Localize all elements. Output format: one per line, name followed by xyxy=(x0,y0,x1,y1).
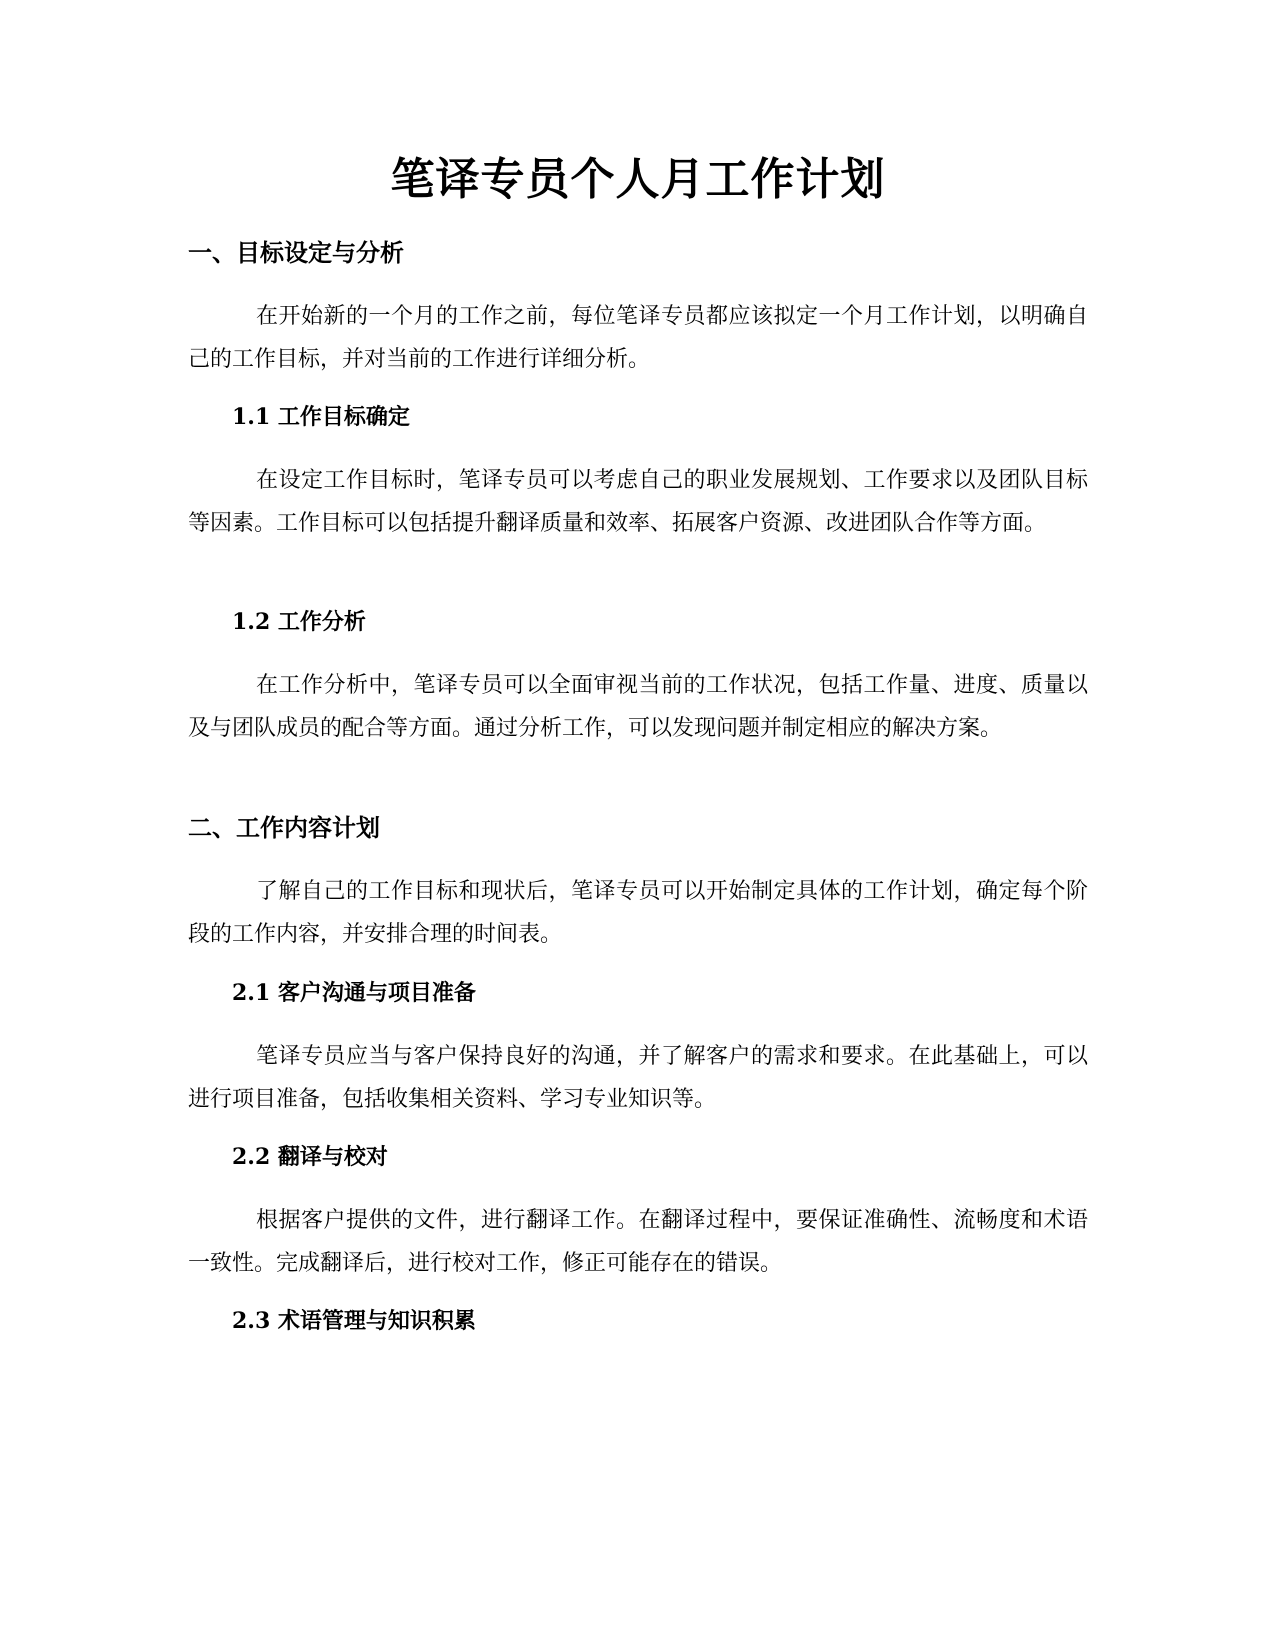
subheading-client-communication: 2.1 客户沟通与项目准备 xyxy=(232,980,476,1006)
paragraph-translation-proofreading: 根据客户提供的文件，进行翻译工作。在翻译过程中，要保证准确性、流畅度和术语一致性。完成翻译后，进行校对工作，修正可能存在的错误。 xyxy=(188,1208,1088,1276)
subheading-goal-setting: 1.1 工作目标确定 xyxy=(232,404,410,430)
paragraph-work-plan-intro: 了解自己的工作目标和现状后，笔译专员可以开始制定具体的工作计划，确定每个阶段的工作内容，并安排合理的时间表。 xyxy=(188,879,1088,947)
paragraph-goals-intro: 在开始新的一个月的工作之前，每位笔译专员都应该拟定一个月工作计划，以明确自己的工作目标，并对当前的工作进行详细分析。 xyxy=(188,304,1088,372)
section-heading-goals: 一、目标设定与分析 xyxy=(188,239,404,267)
paragraph-client-communication: 笔译专员应当与客户保持良好的沟通，并了解客户的需求和要求。在此基础上，可以进行项目准备，包括收集相关资料、学习专业知识等。 xyxy=(188,1044,1088,1112)
subheading-work-analysis: 1.2 工作分析 xyxy=(232,609,366,635)
subheading-terminology-management: 2.3 术语管理与知识积累 xyxy=(232,1308,476,1334)
subheading-translation-proofreading: 2.2 翻译与校对 xyxy=(232,1144,388,1170)
section-heading-work-plan: 二、工作内容计划 xyxy=(188,814,380,842)
paragraph-goal-setting: 在设定工作目标时，笔译专员可以考虑自己的职业发展规划、工作要求以及团队目标等因素。工作目标可以包括提升翻译质量和效率、拓展客户资源、改进团队合作等方面。 xyxy=(188,468,1088,536)
paragraph-work-analysis: 在工作分析中，笔译专员可以全面审视当前的工作状况，包括工作量、进度、质量以及与团队成员的配合等方面。通过分析工作，可以发现问题并制定相应的解决方案。 xyxy=(188,673,1088,741)
document-title: 笔译专员个人月工作计划 xyxy=(390,154,886,205)
